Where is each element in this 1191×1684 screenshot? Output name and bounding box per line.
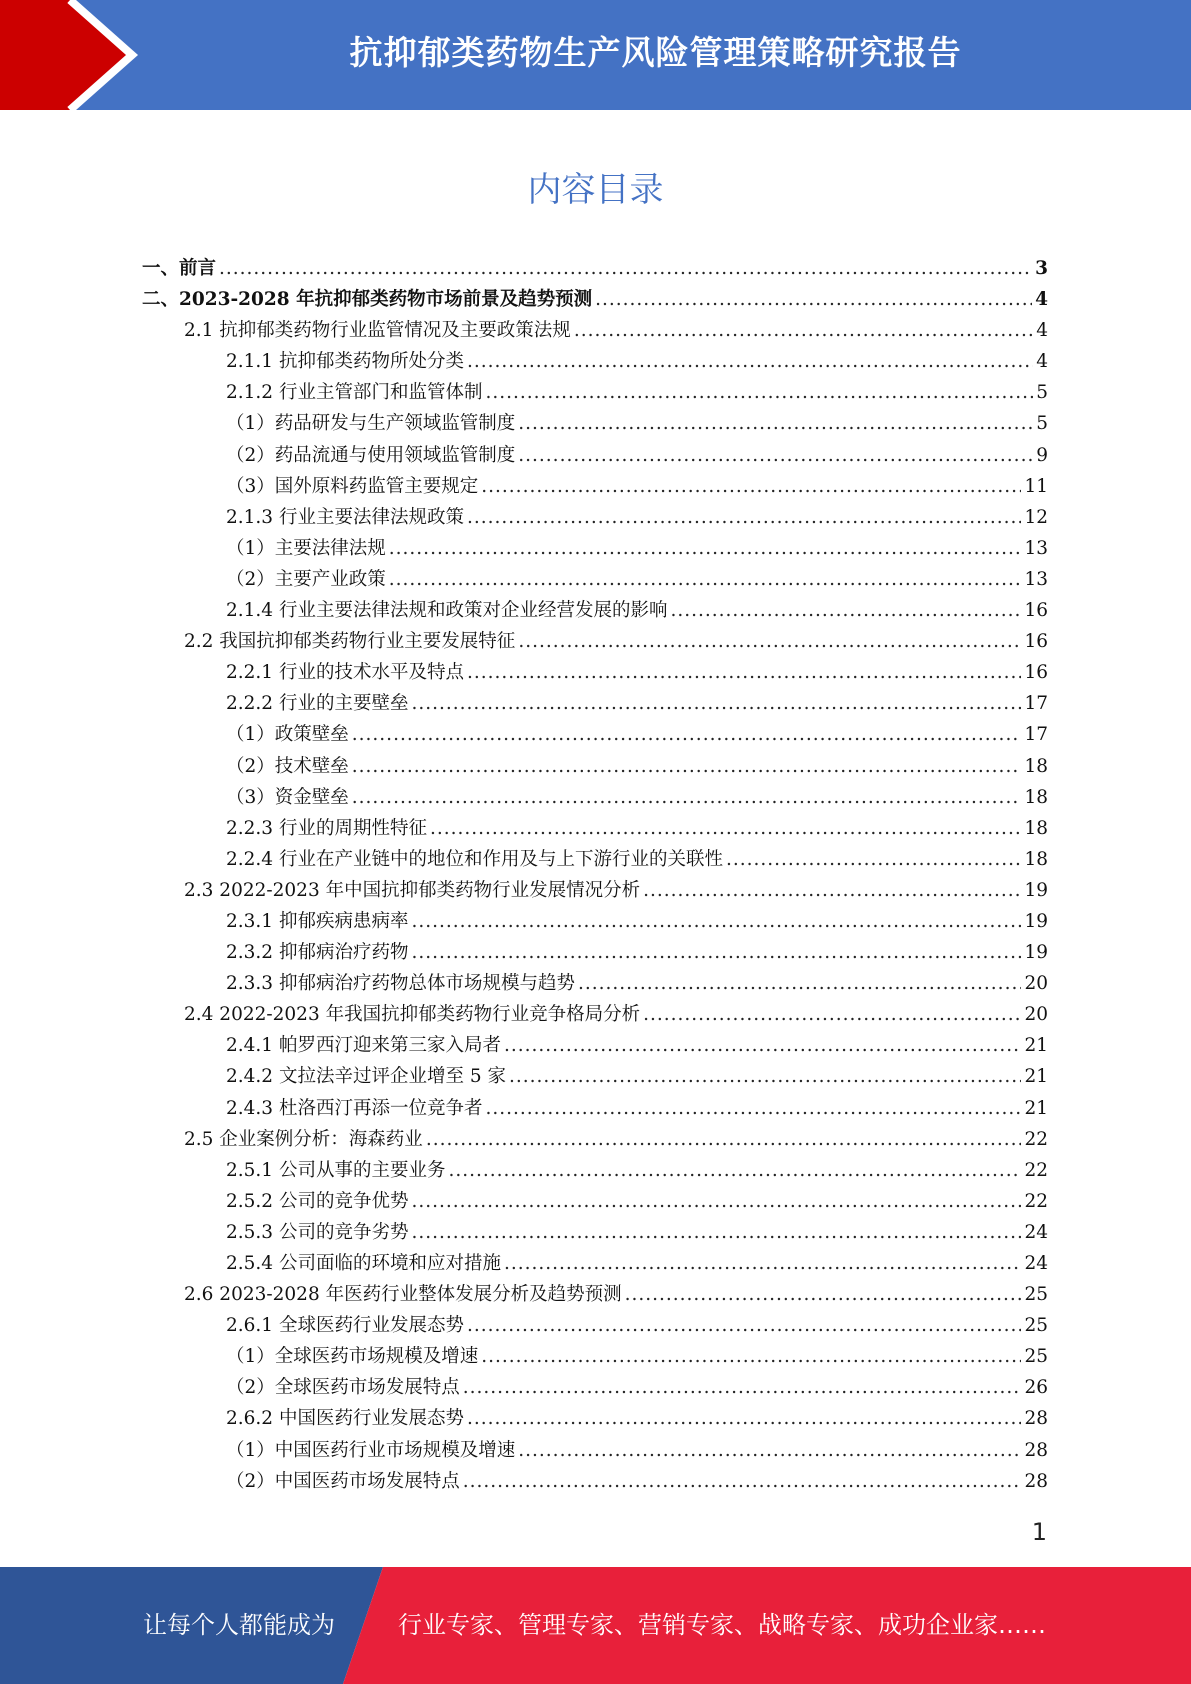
toc-leader-dots bbox=[518, 413, 1033, 434]
toc-leader-dots bbox=[467, 1408, 1021, 1429]
toc-entry[interactable] bbox=[142, 565, 1048, 596]
toc-entry-label: 一、前言 bbox=[142, 258, 217, 279]
toc-leader-dots bbox=[726, 849, 1021, 870]
toc-entry-page: 4 bbox=[1036, 320, 1048, 342]
toc-entry[interactable] bbox=[142, 1031, 1048, 1062]
toc-entry-page: 4 bbox=[1036, 351, 1048, 373]
toc-entry-page: 20 bbox=[1024, 1004, 1048, 1026]
toc-entry-page: 18 bbox=[1024, 817, 1048, 839]
footer-banner bbox=[0, 1567, 1191, 1684]
toc-entry-page: 21 bbox=[1024, 1035, 1048, 1057]
toc-entry-label: （1）政策壁垒 bbox=[226, 724, 349, 746]
toc-entry-label: 2.6.2 中国医药行业发展态势 bbox=[226, 1408, 464, 1430]
toc-leader-dots bbox=[411, 693, 1021, 714]
toc-leader-dots bbox=[485, 1098, 1021, 1119]
toc-entry-label: （2）全球医药市场发展特点 bbox=[226, 1377, 460, 1399]
toc-leader-dots bbox=[467, 1315, 1021, 1336]
toc-leader-dots bbox=[643, 880, 1021, 901]
toc-leader-dots bbox=[467, 507, 1021, 528]
toc-entry-label: 2.1.3 行业主要法律法规政策 bbox=[226, 506, 464, 528]
toc-leader-dots bbox=[670, 600, 1021, 621]
toc-entry-label: 2.3.2 抑郁病治疗药物 bbox=[226, 942, 409, 964]
toc-entry-label: （1）全球医药市场规模及增速 bbox=[226, 1346, 479, 1368]
toc-leader-dots bbox=[481, 1346, 1021, 1367]
toc-entry-page: 28 bbox=[1024, 1439, 1048, 1461]
toc-entry-page: 16 bbox=[1024, 631, 1048, 653]
toc-leader-dots bbox=[411, 942, 1021, 963]
toc-leader-dots bbox=[411, 1191, 1021, 1212]
toc-leader-dots bbox=[578, 973, 1021, 994]
toc-entry-label: 2.2.4 行业在产业链中的地位和作用及与上下游行业的关联性 bbox=[226, 848, 723, 870]
toc-leader-dots bbox=[426, 1129, 1022, 1150]
toc-entry-label: 2.1.4 行业主要法律法规和政策对企业经营发展的影响 bbox=[226, 600, 668, 622]
toc-entry[interactable] bbox=[142, 1156, 1048, 1187]
toc-entry-label: （2）技术壁垒 bbox=[226, 755, 349, 777]
toc-entry-page: 17 bbox=[1024, 724, 1048, 746]
toc-entry-label: 2.6 2023-2028 年医药行业整体发展分析及趋势预测 bbox=[184, 1284, 622, 1306]
toc-entry[interactable] bbox=[142, 1342, 1048, 1373]
toc-entry-page: 16 bbox=[1024, 600, 1048, 622]
toc-entry[interactable] bbox=[142, 1311, 1048, 1342]
report-header bbox=[0, 0, 1191, 110]
toc-entry-page: 5 bbox=[1036, 413, 1048, 435]
toc-entry[interactable] bbox=[142, 783, 1048, 814]
toc-entry[interactable] bbox=[142, 907, 1048, 938]
toc-entry[interactable] bbox=[142, 1125, 1048, 1156]
toc-entry[interactable] bbox=[142, 1187, 1048, 1218]
toc-entry[interactable] bbox=[142, 503, 1048, 534]
toc-entry-label: 2.2.1 行业的技术水平及特点 bbox=[226, 662, 464, 684]
toc-leader-dots bbox=[411, 911, 1021, 932]
toc-leader-dots bbox=[509, 1066, 1021, 1087]
toc-entry-label: 2.6.1 全球医药行业发展态势 bbox=[226, 1315, 464, 1337]
toc-entry-label: 2.5.2 公司的竞争优势 bbox=[226, 1190, 409, 1212]
toc-entry-page: 19 bbox=[1024, 942, 1048, 964]
toc-entry[interactable] bbox=[142, 1218, 1048, 1249]
toc-leader-dots bbox=[430, 818, 1021, 839]
toc-entry[interactable] bbox=[142, 1467, 1048, 1498]
toc-heading: 内容目录 bbox=[527, 170, 664, 210]
toc-entry[interactable] bbox=[142, 1094, 1048, 1125]
toc-entry-label: （3）国外原料药监管主要规定 bbox=[226, 475, 479, 497]
toc-entry-page: 22 bbox=[1024, 1159, 1048, 1181]
toc-entry-label: （1）药品研发与生产领域监管制度 bbox=[226, 413, 516, 435]
toc-entry-label: 2.3 2022-2023 年中国抗抑郁类药物行业发展情况分析 bbox=[184, 879, 641, 901]
toc-entry[interactable] bbox=[142, 876, 1048, 907]
toc-entry-page: 26 bbox=[1024, 1377, 1048, 1399]
toc-entry[interactable] bbox=[142, 720, 1048, 751]
toc-entry[interactable] bbox=[142, 814, 1048, 845]
toc-entry[interactable] bbox=[142, 689, 1048, 720]
toc-entry-label: 2.4.1 帕罗西汀迎来第三家入局者 bbox=[226, 1035, 501, 1057]
toc-entry-page: 25 bbox=[1024, 1284, 1048, 1306]
toc-entry-label: 2.5.3 公司的竞争劣势 bbox=[226, 1221, 409, 1243]
toc-entry-label: 2.2 我国抗抑郁类药物行业主要发展特征 bbox=[184, 631, 516, 653]
toc-entry-page: 22 bbox=[1024, 1190, 1048, 1212]
toc-entry-page: 21 bbox=[1024, 1066, 1048, 1088]
toc-entry[interactable] bbox=[142, 316, 1048, 347]
toc-leader-dots bbox=[595, 289, 1032, 310]
toc-leader-dots bbox=[485, 382, 1033, 403]
toc-entry-page: 28 bbox=[1024, 1408, 1048, 1430]
toc-entry[interactable] bbox=[142, 1404, 1048, 1435]
toc-leader-dots bbox=[625, 1284, 1022, 1305]
toc-entry[interactable] bbox=[142, 938, 1048, 969]
toc-entry[interactable] bbox=[142, 845, 1048, 876]
toc-entry-page: 12 bbox=[1024, 506, 1048, 528]
toc-entry-page: 19 bbox=[1024, 910, 1048, 932]
toc-leader-dots bbox=[411, 1222, 1021, 1243]
toc-leader-dots bbox=[518, 1440, 1021, 1461]
toc-entry-page: 4 bbox=[1035, 289, 1048, 311]
toc-leader-dots bbox=[389, 569, 1022, 590]
toc-entry-label: 2.5.4 公司面临的环境和应对措施 bbox=[226, 1253, 501, 1274]
toc-entry-page: 28 bbox=[1024, 1470, 1048, 1492]
toc-entry-page: 11 bbox=[1024, 475, 1048, 497]
toc-leader-dots bbox=[643, 1004, 1021, 1025]
toc-entry-page: 24 bbox=[1024, 1253, 1048, 1274]
toc-entry-label: 2.1.1 抗抑郁类药物所处分类 bbox=[226, 351, 464, 373]
toc-entry[interactable] bbox=[142, 627, 1048, 658]
toc-entry-label: 2.2.3 行业的周期性特征 bbox=[226, 817, 427, 839]
toc-entry-page: 16 bbox=[1024, 662, 1048, 684]
toc-entry-page: 17 bbox=[1024, 693, 1048, 715]
toc-leader-dots bbox=[448, 1160, 1021, 1181]
toc-leader-dots bbox=[467, 662, 1021, 683]
toc-entry[interactable] bbox=[142, 969, 1048, 1000]
report-title: 抗抑郁类药物生产风险管理策略研究报告 bbox=[349, 33, 962, 72]
toc-entry[interactable] bbox=[142, 441, 1048, 472]
toc-entry[interactable] bbox=[142, 658, 1048, 689]
toc-entry-page: 13 bbox=[1024, 568, 1048, 590]
toc-leader-dots bbox=[574, 320, 1033, 341]
toc-leader-dots bbox=[352, 787, 1022, 808]
toc-entry-page: 13 bbox=[1024, 537, 1048, 559]
toc-entry-label: 2.1.2 行业主管部门和监管体制 bbox=[226, 382, 483, 404]
page-number: 1 bbox=[1031, 1518, 1047, 1546]
toc-entry-page: 18 bbox=[1024, 848, 1048, 870]
toc-leader-dots bbox=[518, 631, 1021, 652]
toc-entry[interactable] bbox=[142, 347, 1048, 378]
toc-entry-label: 2.1 抗抑郁类药物行业监管情况及主要政策法规 bbox=[184, 320, 571, 342]
toc-entry-label: 二、2023-2028 年抗抑郁类药物市场前景及趋势预测 bbox=[142, 289, 593, 311]
toc-entry-label: （2）主要产业政策 bbox=[226, 568, 386, 590]
toc-entry[interactable] bbox=[142, 285, 1048, 316]
toc-entry[interactable] bbox=[142, 534, 1048, 565]
toc-entry[interactable] bbox=[142, 409, 1048, 440]
toc-entry-label: 2.4.3 杜洛西汀再添一位竞争者 bbox=[226, 1097, 483, 1119]
toc-entry-label: 2.5.1 公司从事的主要业务 bbox=[226, 1159, 446, 1181]
toc-leader-dots bbox=[463, 1377, 1022, 1398]
toc-leader-dots bbox=[352, 756, 1022, 777]
toc-leader-dots bbox=[389, 538, 1022, 559]
toc-entry-page: 18 bbox=[1024, 755, 1048, 777]
toc-entry-label: 2.4.2 文拉法辛过评企业增至 5 家 bbox=[226, 1066, 506, 1088]
toc-entry-page: 25 bbox=[1024, 1315, 1048, 1337]
toc-leader-dots bbox=[481, 476, 1021, 497]
toc-leader-dots bbox=[352, 724, 1022, 745]
toc-entry-label: 2.2.2 行业的主要壁垒 bbox=[226, 693, 409, 715]
toc-leader-dots bbox=[219, 258, 1032, 279]
toc-entry[interactable] bbox=[142, 1373, 1048, 1404]
toc-entry[interactable] bbox=[142, 1249, 1048, 1280]
toc-entry-page: 20 bbox=[1024, 973, 1048, 995]
toc-entry-label: （3）资金壁垒 bbox=[226, 786, 349, 808]
toc-entry-page: 24 bbox=[1024, 1221, 1048, 1243]
toc-entry-page: 9 bbox=[1036, 444, 1048, 466]
footer-slogan-left: 让每个人都能成为 bbox=[143, 1611, 335, 1639]
toc-entry-page: 19 bbox=[1024, 879, 1048, 901]
toc-entry-label: （2）中国医药市场发展特点 bbox=[226, 1470, 460, 1492]
toc-entry[interactable] bbox=[142, 254, 1048, 285]
footer-slogan-right: 行业专家、管理专家、营销专家、战略专家、成功企业家…… bbox=[398, 1611, 1046, 1639]
toc-leader-dots bbox=[504, 1035, 1021, 1056]
toc-entry[interactable] bbox=[142, 596, 1048, 627]
toc-entry[interactable] bbox=[142, 752, 1048, 783]
toc-leader-dots bbox=[463, 1471, 1022, 1492]
toc-entry[interactable] bbox=[142, 378, 1048, 409]
toc-entry-page: 3 bbox=[1035, 258, 1048, 279]
table-of-contents bbox=[142, 254, 1048, 1498]
toc-entry-label: 2.3.3 抑郁病治疗药物总体市场规模与趋势 bbox=[226, 973, 575, 995]
toc-entry-label: 2.4 2022-2023 年我国抗抑郁类药物行业竞争格局分析 bbox=[184, 1004, 641, 1026]
toc-entry-label: （1）主要法律法规 bbox=[226, 537, 386, 559]
toc-entry-label: （1）中国医药行业市场规模及增速 bbox=[226, 1439, 516, 1461]
toc-entry-page: 25 bbox=[1024, 1346, 1048, 1368]
toc-leader-dots bbox=[518, 445, 1033, 466]
toc-entry-page: 5 bbox=[1036, 382, 1048, 404]
toc-entry-label: 2.3.1 抑郁疾病患病率 bbox=[226, 910, 409, 932]
toc-entry-label: 2.5 企业案例分析：海森药业 bbox=[184, 1128, 423, 1150]
toc-leader-dots bbox=[504, 1253, 1021, 1274]
toc-entry[interactable] bbox=[142, 1062, 1048, 1093]
header-arrow-decoration bbox=[0, 0, 160, 110]
toc-entry[interactable] bbox=[142, 1280, 1048, 1311]
toc-entry-page: 18 bbox=[1024, 786, 1048, 808]
toc-entry-page: 22 bbox=[1024, 1128, 1048, 1150]
toc-entry-label: （2）药品流通与使用领域监管制度 bbox=[226, 444, 516, 466]
toc-entry-page: 21 bbox=[1024, 1097, 1048, 1119]
toc-entry[interactable] bbox=[142, 1436, 1048, 1467]
toc-entry[interactable] bbox=[142, 1000, 1048, 1031]
toc-entry[interactable] bbox=[142, 472, 1048, 503]
toc-leader-dots bbox=[467, 351, 1033, 372]
